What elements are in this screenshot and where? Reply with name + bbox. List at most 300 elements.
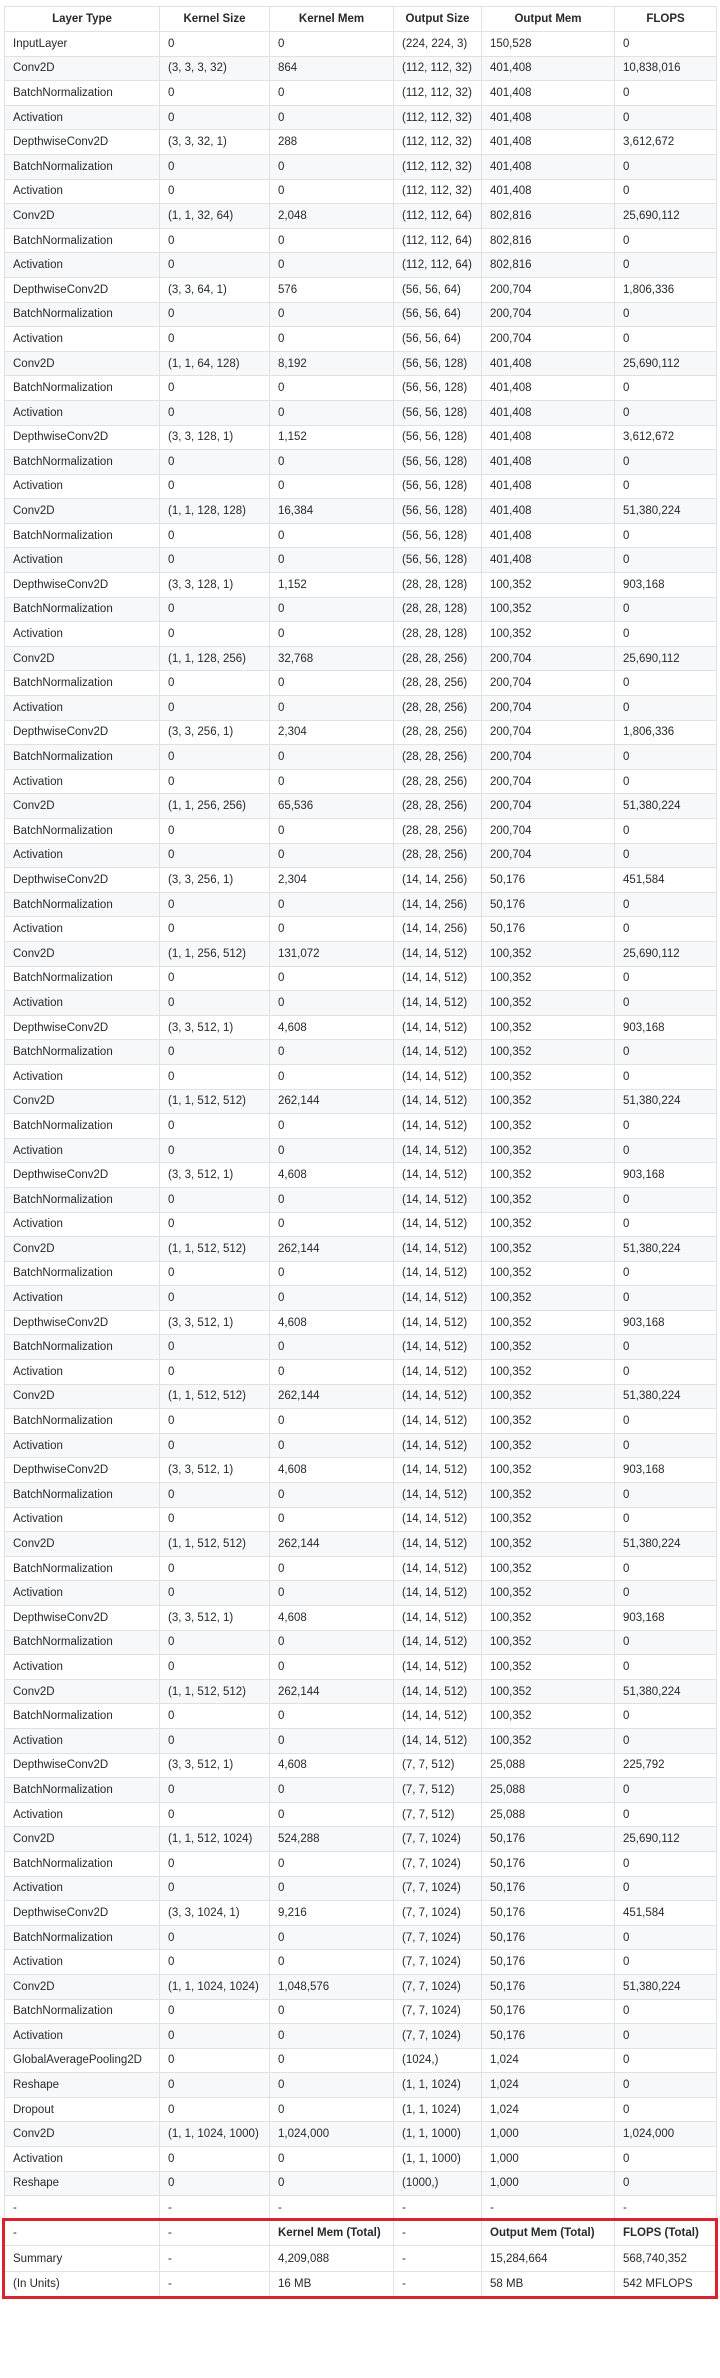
table-row xyxy=(5,941,717,966)
cell-output-size: (14, 14, 512) xyxy=(394,1237,482,1262)
cell-output-size: (1, 1, 1024) xyxy=(394,2073,482,2098)
table-row xyxy=(5,1728,717,1753)
cell-flops: 0 xyxy=(615,474,717,499)
cell-layer-type: Activation xyxy=(5,1728,160,1753)
cell-kernel-mem: 0 xyxy=(270,2024,394,2049)
cell-kernel-mem: 0 xyxy=(270,376,394,401)
cell-flops: 1,806,336 xyxy=(615,720,717,745)
cell-kernel-size: (3, 3, 128, 1) xyxy=(160,573,270,598)
cell-kernel-mem: 0 xyxy=(270,1138,394,1163)
cell-kernel-size: 0 xyxy=(160,1335,270,1360)
cell-kernel-size: 0 xyxy=(160,1802,270,1827)
cell-kernel-mem: 0 xyxy=(270,1655,394,1680)
table-row xyxy=(5,32,717,57)
table-row xyxy=(5,327,717,352)
cell-output-size: (28, 28, 128) xyxy=(394,622,482,647)
cell-kernel-mem: 0 xyxy=(270,1999,394,2024)
cell-kernel-size: 0 xyxy=(160,523,270,548)
cell-output-size: (14, 14, 512) xyxy=(394,1433,482,1458)
cell-kernel-mem: 0 xyxy=(270,2097,394,2122)
cell-flops: 25,690,112 xyxy=(615,204,717,229)
cell-output-size: (14, 14, 512) xyxy=(394,1114,482,1139)
cell-flops: 903,168 xyxy=(615,1015,717,1040)
cell-flops: 0 xyxy=(615,1261,717,1286)
cell-output-mem: 401,408 xyxy=(482,548,615,573)
cell-flops: 25,690,112 xyxy=(615,941,717,966)
cell-kernel-mem: 1,024,000 xyxy=(270,2122,394,2147)
cell-flops: 0 xyxy=(615,769,717,794)
cell-layer-type: Conv2D xyxy=(5,2122,160,2147)
cell-kernel-mem: 262,144 xyxy=(270,1679,394,1704)
cell-output-mem: 401,408 xyxy=(482,56,615,81)
cell-output-size: (7, 7, 1024) xyxy=(394,1901,482,1926)
cell-layer-type: Activation xyxy=(5,179,160,204)
cell-layer-type: Conv2D xyxy=(5,941,160,966)
cell-output-mem: 200,704 xyxy=(482,671,615,696)
cell-kernel-mem: 0 xyxy=(270,1335,394,1360)
cell-kernel-mem: 0 xyxy=(270,1212,394,1237)
table-row xyxy=(5,81,717,106)
cell-flops: 0 xyxy=(615,1728,717,1753)
cell-flops: 0 xyxy=(615,548,717,573)
cell-kernel-size: 0 xyxy=(160,1581,270,1606)
cell-kernel-mem: 1,152 xyxy=(270,425,394,450)
cell-kernel-size: 0 xyxy=(160,1556,270,1581)
cell-layer-type: DepthwiseConv2D xyxy=(5,720,160,745)
cell-flops: 51,380,224 xyxy=(615,1237,717,1262)
table-row xyxy=(5,1015,717,1040)
table-row xyxy=(5,1089,717,1114)
cell-kernel-mem: 0 xyxy=(270,1556,394,1581)
cell-flops: 0 xyxy=(615,2024,717,2049)
cell-output-mem: 100,352 xyxy=(482,1606,615,1631)
cell-kernel-size: (1, 1, 512, 512) xyxy=(160,1089,270,1114)
cell-output-size: (14, 14, 512) xyxy=(394,1261,482,1286)
cell-kernel-mem: 1,048,576 xyxy=(270,1974,394,1999)
cell-output-size: (7, 7, 512) xyxy=(394,1753,482,1778)
table-row xyxy=(5,819,717,844)
cell-layer-type: Activation xyxy=(5,843,160,868)
cell-output-mem: 1,000 xyxy=(482,2171,615,2196)
cell-kernel-size: 0 xyxy=(160,1655,270,1680)
cell-output-size: (56, 56, 128) xyxy=(394,523,482,548)
cell-kernel-mem: 8,192 xyxy=(270,351,394,376)
table-row xyxy=(5,991,717,1016)
cell-output-size: (1, 1, 1000) xyxy=(394,2147,482,2172)
table-row xyxy=(5,1187,717,1212)
cell-kernel-mem: 0 xyxy=(270,400,394,425)
cell-layer-type: Activation xyxy=(5,1802,160,1827)
cell-output-mem: 100,352 xyxy=(482,573,615,598)
cell-output-size: - xyxy=(394,2196,482,2221)
cell-layer-type: Conv2D xyxy=(5,56,160,81)
table-row xyxy=(5,450,717,475)
cell-output-size: (28, 28, 128) xyxy=(394,573,482,598)
cell-flops: 0 xyxy=(615,2171,717,2196)
cell-kernel-size: 0 xyxy=(160,991,270,1016)
table-header xyxy=(5,7,717,32)
cell-output-size: (56, 56, 128) xyxy=(394,474,482,499)
cell-output-mem: 100,352 xyxy=(482,1704,615,1729)
cell-layer-type: - xyxy=(5,2196,160,2221)
cell-layer-type: Activation xyxy=(5,1655,160,1680)
cell-kernel-mem: 0 xyxy=(270,1876,394,1901)
summary-row xyxy=(5,2246,717,2272)
cell-kernel-mem: 16,384 xyxy=(270,499,394,524)
cell-output-size: (56, 56, 128) xyxy=(394,499,482,524)
cell-layer-type: Activation xyxy=(5,1212,160,1237)
cell-kernel-size: (3, 3, 3, 32) xyxy=(160,56,270,81)
cell-kernel-mem: 864 xyxy=(270,56,394,81)
cell-output-size: (56, 56, 128) xyxy=(394,425,482,450)
header-kernel-mem: Kernel Mem xyxy=(270,7,394,32)
cell-output-mem: 100,352 xyxy=(482,1655,615,1680)
table-row xyxy=(5,1556,717,1581)
cell-flops: 0 xyxy=(615,1360,717,1385)
cell-output-size: (56, 56, 128) xyxy=(394,376,482,401)
cell-kernel-mem: 0 xyxy=(270,2048,394,2073)
cell-kernel-size: (1, 1, 128, 128) xyxy=(160,499,270,524)
cell-flops: 51,380,224 xyxy=(615,794,717,819)
cell-output-mem: 100,352 xyxy=(482,1138,615,1163)
cell-output-mem: 100,352 xyxy=(482,1679,615,1704)
cell-kernel-size: 0 xyxy=(160,32,270,57)
cell-kernel-size: 0 xyxy=(160,1925,270,1950)
cell-output-mem: 100,352 xyxy=(482,1286,615,1311)
cell-output-size: (14, 14, 512) xyxy=(394,1409,482,1434)
cell-kernel-size: 0 xyxy=(160,819,270,844)
summary-cell-output-mem: 58 MB xyxy=(482,2272,615,2298)
cell-flops: 0 xyxy=(615,1409,717,1434)
cell-layer-type: BatchNormalization xyxy=(5,1630,160,1655)
cell-layer-type: Activation xyxy=(5,1876,160,1901)
cell-flops: 0 xyxy=(615,671,717,696)
cell-output-mem: 401,408 xyxy=(482,130,615,155)
cell-kernel-mem: 0 xyxy=(270,1851,394,1876)
cell-flops: 0 xyxy=(615,843,717,868)
table-row xyxy=(5,425,717,450)
cell-layer-type: Conv2D xyxy=(5,794,160,819)
table-row xyxy=(5,1753,717,1778)
cell-output-size: (7, 7, 512) xyxy=(394,1778,482,1803)
table-row xyxy=(5,1261,717,1286)
cell-kernel-mem: 0 xyxy=(270,917,394,942)
cell-output-mem: 100,352 xyxy=(482,1532,615,1557)
cell-output-mem: 50,176 xyxy=(482,2024,615,2049)
cell-kernel-mem: 0 xyxy=(270,523,394,548)
cell-output-mem: 25,088 xyxy=(482,1753,615,1778)
cell-output-size: (112, 112, 64) xyxy=(394,228,482,253)
cell-kernel-mem: 0 xyxy=(270,843,394,868)
cell-layer-type: Activation xyxy=(5,1433,160,1458)
cell-flops: 0 xyxy=(615,2097,717,2122)
cell-output-size: (14, 14, 512) xyxy=(394,1606,482,1631)
cell-kernel-size: 0 xyxy=(160,1483,270,1508)
cell-flops: 0 xyxy=(615,1802,717,1827)
cell-output-size: (112, 112, 32) xyxy=(394,130,482,155)
cell-output-size: (28, 28, 256) xyxy=(394,794,482,819)
cell-output-mem: 100,352 xyxy=(482,1483,615,1508)
cell-kernel-mem: 0 xyxy=(270,2073,394,2098)
cell-layer-type: BatchNormalization xyxy=(5,523,160,548)
cell-output-size: (28, 28, 256) xyxy=(394,646,482,671)
cell-output-mem: 200,704 xyxy=(482,794,615,819)
cell-kernel-mem: 4,608 xyxy=(270,1458,394,1483)
cell-output-mem: 200,704 xyxy=(482,843,615,868)
summary-cell-flops: 568,740,352 xyxy=(615,2246,717,2272)
cell-layer-type: Conv2D xyxy=(5,1532,160,1557)
cell-output-mem: 100,352 xyxy=(482,622,615,647)
cell-output-size: (7, 7, 512) xyxy=(394,1802,482,1827)
summary-cell-kernel-mem: 16 MB xyxy=(270,2272,394,2298)
table-row xyxy=(5,843,717,868)
cell-flops: 0 xyxy=(615,1925,717,1950)
cell-output-mem: 401,408 xyxy=(482,351,615,376)
cell-layer-type: DepthwiseConv2D xyxy=(5,130,160,155)
cell-flops: 0 xyxy=(615,1138,717,1163)
cell-kernel-size: 0 xyxy=(160,892,270,917)
cell-flops: 0 xyxy=(615,1212,717,1237)
cell-kernel-mem: 4,608 xyxy=(270,1015,394,1040)
cell-layer-type: BatchNormalization xyxy=(5,1483,160,1508)
cell-kernel-size: 0 xyxy=(160,1999,270,2024)
table-row xyxy=(5,1802,717,1827)
cell-kernel-size: (1, 1, 512, 512) xyxy=(160,1532,270,1557)
cell-kernel-size: 0 xyxy=(160,450,270,475)
table-row xyxy=(5,105,717,130)
cell-kernel-mem: 0 xyxy=(270,1040,394,1065)
cell-output-size: (14, 14, 512) xyxy=(394,1655,482,1680)
cell-kernel-size: (1, 1, 1024, 1024) xyxy=(160,1974,270,1999)
cell-layer-type: Conv2D xyxy=(5,1974,160,1999)
cell-flops: 0 xyxy=(615,991,717,1016)
cell-flops: 0 xyxy=(615,228,717,253)
cell-flops: 0 xyxy=(615,1483,717,1508)
cell-kernel-mem: 0 xyxy=(270,1950,394,1975)
cell-kernel-size: (1, 1, 128, 256) xyxy=(160,646,270,671)
cell-kernel-mem: 524,288 xyxy=(270,1827,394,1852)
cell-output-mem: 100,352 xyxy=(482,1163,615,1188)
cell-output-mem: 1,024 xyxy=(482,2097,615,2122)
table-row xyxy=(5,696,717,721)
cell-output-size: (14, 14, 512) xyxy=(394,1581,482,1606)
table-row xyxy=(5,179,717,204)
table-row xyxy=(5,2196,717,2221)
table-row xyxy=(5,1138,717,1163)
cell-kernel-size: (3, 3, 512, 1) xyxy=(160,1753,270,1778)
cell-kernel-size: (1, 1, 32, 64) xyxy=(160,204,270,229)
cell-kernel-mem: 0 xyxy=(270,597,394,622)
cell-output-mem: 1,000 xyxy=(482,2122,615,2147)
cell-kernel-mem: 9,216 xyxy=(270,1901,394,1926)
cell-output-mem: 100,352 xyxy=(482,1089,615,1114)
cell-kernel-size: (1, 1, 512, 512) xyxy=(160,1679,270,1704)
header-output-mem: Output Mem xyxy=(482,7,615,32)
table-row xyxy=(5,1704,717,1729)
cell-flops: 0 xyxy=(615,597,717,622)
cell-output-mem: 100,352 xyxy=(482,941,615,966)
cell-kernel-size: (3, 3, 32, 1) xyxy=(160,130,270,155)
table-row xyxy=(5,2097,717,2122)
cell-output-mem: 401,408 xyxy=(482,154,615,179)
cell-layer-type: DepthwiseConv2D xyxy=(5,573,160,598)
cell-kernel-mem: 0 xyxy=(270,1483,394,1508)
table-row xyxy=(5,1286,717,1311)
cell-output-size: (28, 28, 128) xyxy=(394,597,482,622)
cell-layer-type: BatchNormalization xyxy=(5,1704,160,1729)
cell-layer-type: BatchNormalization xyxy=(5,1335,160,1360)
cell-layer-type: BatchNormalization xyxy=(5,1187,160,1212)
cell-layer-type: BatchNormalization xyxy=(5,1999,160,2024)
cell-output-size: (112, 112, 32) xyxy=(394,154,482,179)
cell-layer-type: Activation xyxy=(5,474,160,499)
cell-layer-type: BatchNormalization xyxy=(5,1409,160,1434)
cell-kernel-size: (3, 3, 256, 1) xyxy=(160,868,270,893)
table-row xyxy=(5,2122,717,2147)
cell-output-size: (14, 14, 512) xyxy=(394,1212,482,1237)
cell-layer-type: Activation xyxy=(5,105,160,130)
cell-output-mem: 50,176 xyxy=(482,1974,615,1999)
cell-output-mem: 401,408 xyxy=(482,376,615,401)
cell-output-mem: 100,352 xyxy=(482,1261,615,1286)
cell-kernel-size: 0 xyxy=(160,1433,270,1458)
cell-kernel-mem: 0 xyxy=(270,179,394,204)
cell-kernel-size: 0 xyxy=(160,548,270,573)
cell-output-size: (14, 14, 512) xyxy=(394,1704,482,1729)
cell-output-size: (28, 28, 256) xyxy=(394,720,482,745)
header-flops: FLOPS xyxy=(615,7,717,32)
summary-row xyxy=(5,2272,717,2298)
cell-kernel-size: (3, 3, 512, 1) xyxy=(160,1458,270,1483)
cell-output-mem: - xyxy=(482,2196,615,2221)
cell-output-mem: 401,408 xyxy=(482,179,615,204)
cell-flops: 3,612,672 xyxy=(615,425,717,450)
cell-layer-type: BatchNormalization xyxy=(5,81,160,106)
cell-kernel-size: (1, 1, 512, 1024) xyxy=(160,1827,270,1852)
cell-kernel-size: 0 xyxy=(160,1950,270,1975)
cell-output-size: (14, 14, 512) xyxy=(394,1728,482,1753)
table-row xyxy=(5,892,717,917)
cell-output-size: (28, 28, 256) xyxy=(394,671,482,696)
cell-output-size: (14, 14, 512) xyxy=(394,1089,482,1114)
cell-kernel-size: 0 xyxy=(160,154,270,179)
cell-output-mem: 100,352 xyxy=(482,1507,615,1532)
table-row xyxy=(5,154,717,179)
cell-flops: 0 xyxy=(615,819,717,844)
cell-output-mem: 50,176 xyxy=(482,892,615,917)
cell-output-mem: 100,352 xyxy=(482,1458,615,1483)
cell-output-mem: 50,176 xyxy=(482,1999,615,2024)
cell-kernel-size: 0 xyxy=(160,1507,270,1532)
cell-output-size: (224, 224, 3) xyxy=(394,32,482,57)
cell-output-size: (56, 56, 64) xyxy=(394,302,482,327)
table-row xyxy=(5,1950,717,1975)
cell-kernel-mem: 0 xyxy=(270,769,394,794)
cell-layer-type: Reshape xyxy=(5,2073,160,2098)
cell-output-mem: 100,352 xyxy=(482,1384,615,1409)
cell-flops: 0 xyxy=(615,892,717,917)
table-row xyxy=(5,1827,717,1852)
cell-layer-type: Activation xyxy=(5,1286,160,1311)
cell-kernel-mem: 0 xyxy=(270,819,394,844)
table-row xyxy=(5,1581,717,1606)
cell-kernel-mem: 1,152 xyxy=(270,573,394,598)
cell-kernel-mem: 4,608 xyxy=(270,1310,394,1335)
cell-kernel-mem: 0 xyxy=(270,1433,394,1458)
cell-kernel-size: 0 xyxy=(160,253,270,278)
cell-kernel-size: 0 xyxy=(160,1704,270,1729)
cell-output-mem: 100,352 xyxy=(482,1114,615,1139)
cell-kernel-mem: 0 xyxy=(270,474,394,499)
cell-output-mem: 802,816 xyxy=(482,204,615,229)
cell-flops: 0 xyxy=(615,1655,717,1680)
cell-kernel-size: 0 xyxy=(160,1876,270,1901)
cell-kernel-size: 0 xyxy=(160,228,270,253)
cell-output-size: (14, 14, 512) xyxy=(394,1458,482,1483)
cell-flops: 0 xyxy=(615,154,717,179)
cell-kernel-mem: 288 xyxy=(270,130,394,155)
cell-flops: 51,380,224 xyxy=(615,1384,717,1409)
cell-layer-type: BatchNormalization xyxy=(5,1114,160,1139)
cell-output-mem: 100,352 xyxy=(482,966,615,991)
cell-flops: 0 xyxy=(615,1433,717,1458)
cell-kernel-mem: 0 xyxy=(270,154,394,179)
cell-output-size: (14, 14, 512) xyxy=(394,1630,482,1655)
cell-layer-type: Activation xyxy=(5,2024,160,2049)
cell-kernel-size: 0 xyxy=(160,1630,270,1655)
cell-kernel-size: - xyxy=(160,2196,270,2221)
table-row xyxy=(5,1114,717,1139)
summary-cell-kernel-size: - xyxy=(160,2220,270,2246)
cell-layer-type: Reshape xyxy=(5,2171,160,2196)
cell-kernel-mem: 0 xyxy=(270,1064,394,1089)
cell-output-mem: 100,352 xyxy=(482,1409,615,1434)
table-row xyxy=(5,1901,717,1926)
cell-flops: 0 xyxy=(615,32,717,57)
cell-layer-type: DepthwiseConv2D xyxy=(5,1163,160,1188)
summary-cell-output-size: - xyxy=(394,2220,482,2246)
cell-flops: 0 xyxy=(615,179,717,204)
cell-kernel-mem: 0 xyxy=(270,696,394,721)
cell-kernel-size: 0 xyxy=(160,1778,270,1803)
cell-output-mem: 100,352 xyxy=(482,1015,615,1040)
cell-kernel-size: (3, 3, 256, 1) xyxy=(160,720,270,745)
cell-output-mem: 150,528 xyxy=(482,32,615,57)
summary-cell-kernel-size: - xyxy=(160,2272,270,2298)
cell-kernel-size: 0 xyxy=(160,105,270,130)
cell-output-size: (7, 7, 1024) xyxy=(394,1950,482,1975)
cell-layer-type: BatchNormalization xyxy=(5,302,160,327)
cell-output-mem: 401,408 xyxy=(482,81,615,106)
summary-section xyxy=(5,2220,717,2297)
cell-flops: 451,584 xyxy=(615,868,717,893)
page xyxy=(4,0,716,2298)
cell-output-size: (56, 56, 128) xyxy=(394,400,482,425)
summary-cell-layer-type: - xyxy=(5,2220,160,2246)
table-row xyxy=(5,204,717,229)
cell-kernel-size: (3, 3, 512, 1) xyxy=(160,1163,270,1188)
cell-output-mem: 401,408 xyxy=(482,499,615,524)
cell-layer-type: DepthwiseConv2D xyxy=(5,277,160,302)
cell-kernel-size: 0 xyxy=(160,179,270,204)
cell-layer-type: BatchNormalization xyxy=(5,376,160,401)
table-row xyxy=(5,1409,717,1434)
cell-output-mem: 401,408 xyxy=(482,523,615,548)
cell-kernel-mem: 262,144 xyxy=(270,1237,394,1262)
cell-kernel-size: 0 xyxy=(160,745,270,770)
cell-layer-type: DepthwiseConv2D xyxy=(5,1015,160,1040)
cell-kernel-mem: 0 xyxy=(270,327,394,352)
